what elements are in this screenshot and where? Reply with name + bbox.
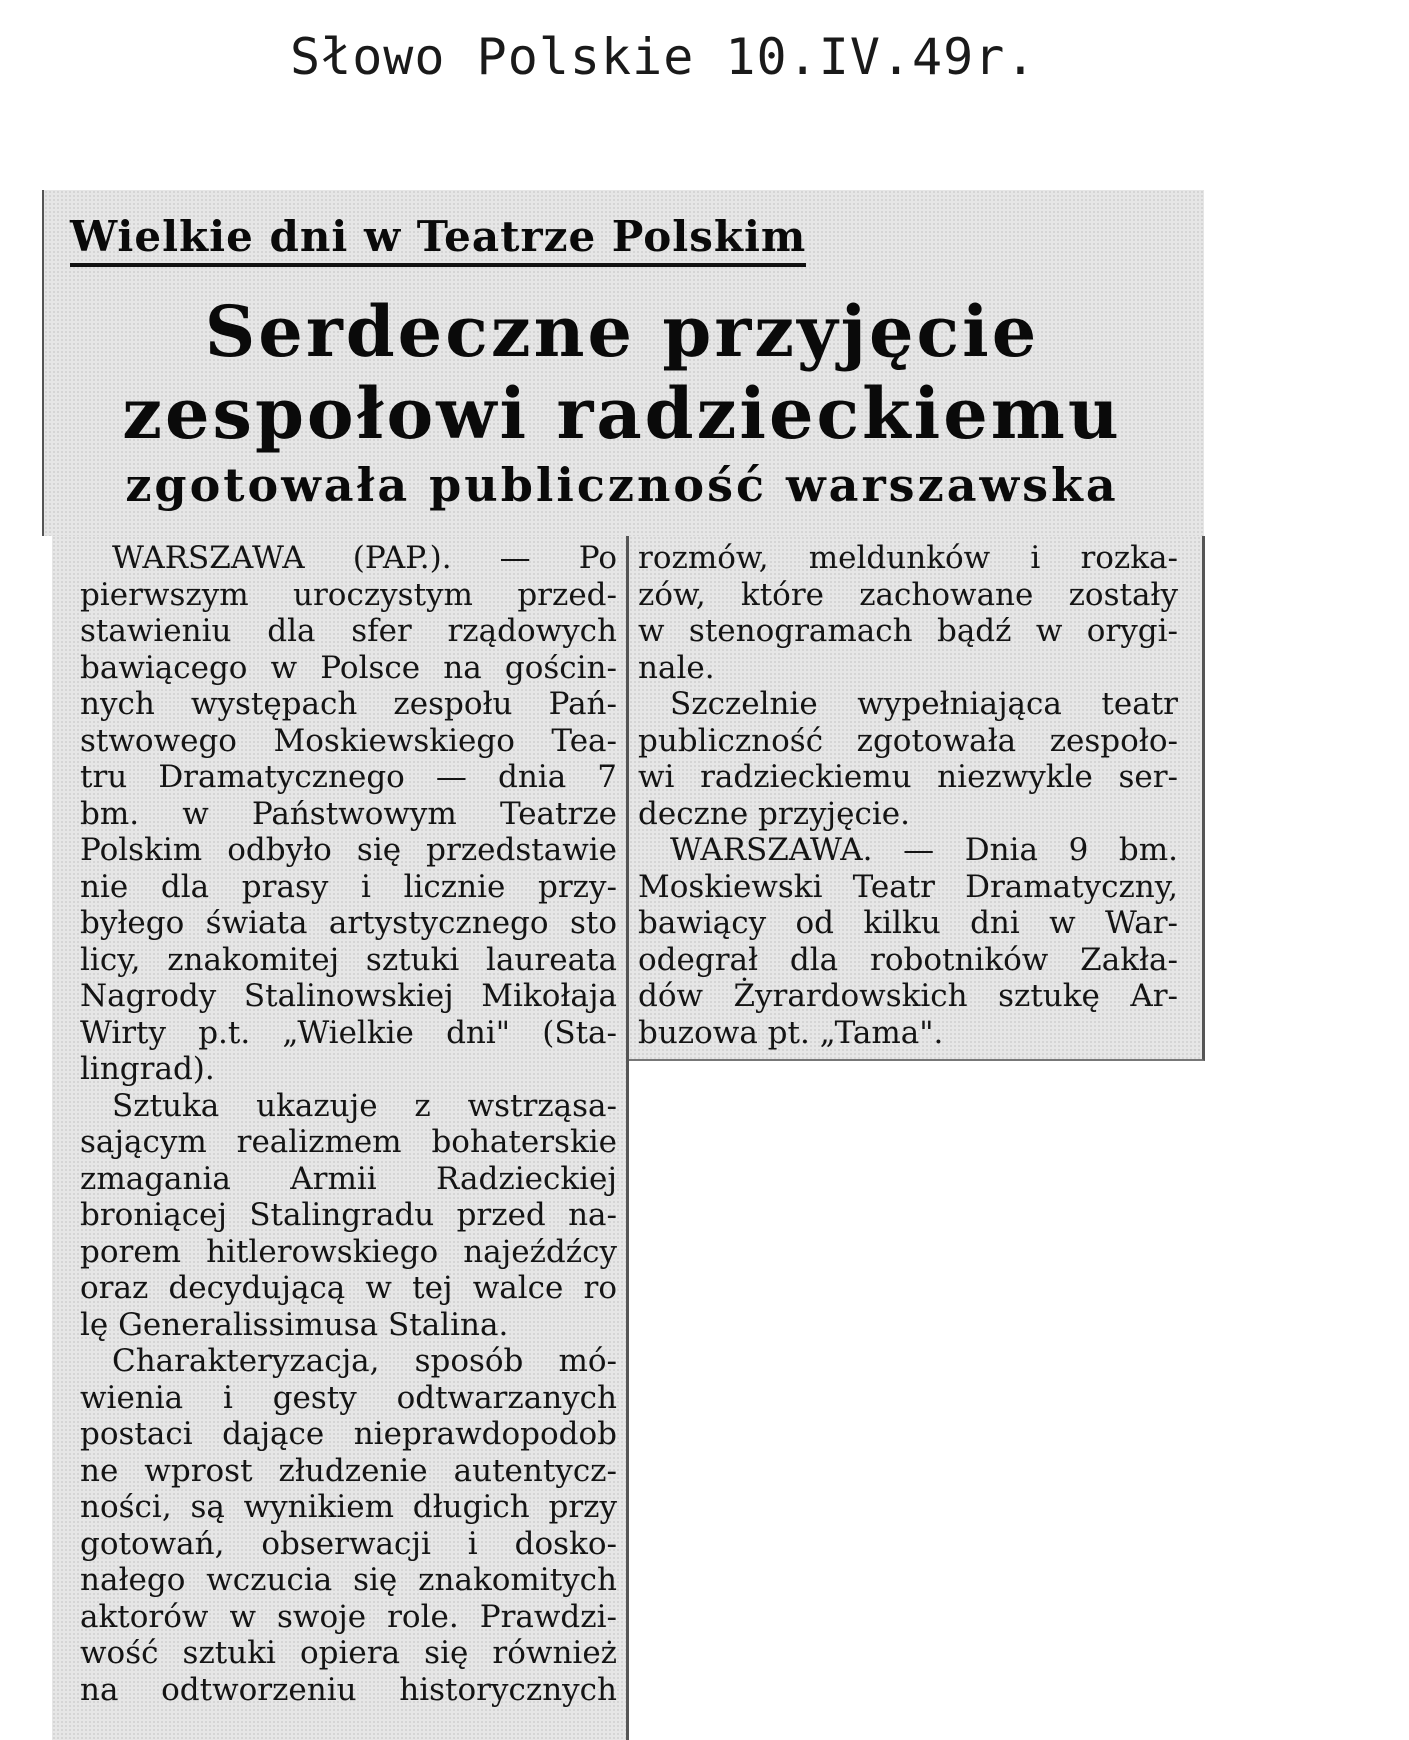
text-line: buzowa pt. „Tama". — [638, 1014, 944, 1051]
article-column-left — [80, 540, 617, 1708]
text-line: wość sztuki opiera się również — [80, 1635, 617, 1671]
text-line: lingrad). — [80, 1051, 215, 1087]
text-line: ności, są wynikiem długich przy — [80, 1489, 617, 1525]
article-headline-line-2: zespołowi radzieckiemu — [122, 372, 1122, 455]
text-line: stawieniu dla sfer rządowych — [80, 613, 617, 649]
source-caption: Słowo Polskie 10.IV.49r. — [290, 28, 1037, 86]
text-line: zów, które zachowane zostały — [638, 576, 1178, 613]
text-line: ne wprost złudzenie autentycz- — [80, 1452, 617, 1489]
text-line: bm. w Państwowym Teatrze — [80, 795, 617, 832]
text-line: stwowego Moskiewskiego Tea- — [80, 722, 617, 759]
text-line: dów Żyrardowskich sztukę Ar- — [638, 978, 1178, 1014]
text-line: nałego wczucia się znakomitych — [80, 1562, 617, 1598]
article-headline-line-1: Serdeczne przyjęcie — [204, 290, 1040, 373]
text-line: broniącej Stalingradu przed na- — [80, 1197, 617, 1233]
text-line: postaci dające nieprawdopodob — [80, 1416, 617, 1452]
text-line: publiczność zgotowała zespoło- — [638, 722, 1178, 759]
text-line: byłego świata artystycznego sto — [80, 905, 617, 941]
text-line: bawiący od kilku dni w War- — [638, 905, 1178, 941]
text-line: zmagania Armii Radzieckiej — [80, 1160, 617, 1197]
text-line: Szczelnie wypełniająca teatr — [670, 686, 1178, 722]
text-line: Sztuka ukazuje z wstrząsa- — [112, 1087, 617, 1124]
text-line: wienia i gesty odtwarzanych — [80, 1379, 617, 1416]
text-line: Moskiewski Teatr Dramatyczny, — [638, 868, 1178, 905]
text-line: porem hitlerowskiego najeźdźcy — [80, 1233, 617, 1270]
text-line: aktorów w swoje role. Prawdzi- — [80, 1598, 617, 1635]
text-line: Wirty p.t. „Wielkie dni" (Sta- — [80, 1014, 617, 1051]
text-line: na odtworzeniu historycznych — [80, 1671, 617, 1708]
text-line: oraz decydującą w tej walce ro — [80, 1270, 617, 1306]
text-line: Nagrody Stalinowskiej Mikołaja — [80, 978, 617, 1014]
article-column-right — [638, 540, 1178, 1051]
text-line: odegrał dla robotników Zakła- — [638, 941, 1178, 978]
text-line: licy, znakomitej sztuki laureata — [80, 941, 617, 978]
article-kicker: Wielkie dni w Teatrze Polskim — [70, 212, 806, 267]
text-line: tru Dramatycznego — dnia 7 — [80, 759, 617, 795]
text-line: lę Generalissimusa Stalina. — [80, 1306, 509, 1343]
text-line: rozmów, meldunków i rozka- — [638, 540, 1178, 576]
text-line: gotowań, obserwacji i dosko- — [80, 1525, 617, 1562]
text-line: w stenogramach bądź w orygi- — [638, 613, 1178, 649]
text-line: WARSZAWA (PAP.). — Po — [112, 540, 617, 576]
text-line: deczne przyjęcie. — [638, 795, 910, 832]
text-line: Charakteryzacja, sposób mó- — [112, 1343, 617, 1379]
text-line: sającym realizmem bohaterskie — [80, 1124, 617, 1160]
text-line: wi radzieckiemu niezwykle ser- — [638, 759, 1178, 795]
text-line: bawiącego w Polsce na gościn- — [80, 649, 617, 686]
text-line: Polskim odbyło się przedstawie — [80, 832, 617, 868]
text-line: WARSZAWA. — Dnia 9 bm. — [670, 832, 1178, 868]
text-line: pierwszym uroczystym przed- — [80, 576, 617, 613]
text-line: nale. — [638, 649, 715, 686]
article-subheadline: zgotowała publiczność warszawska — [125, 458, 1119, 512]
text-line: nych występach zespołu Pań- — [80, 686, 617, 722]
text-line: nie dla prasy i licznie przy- — [80, 868, 617, 905]
